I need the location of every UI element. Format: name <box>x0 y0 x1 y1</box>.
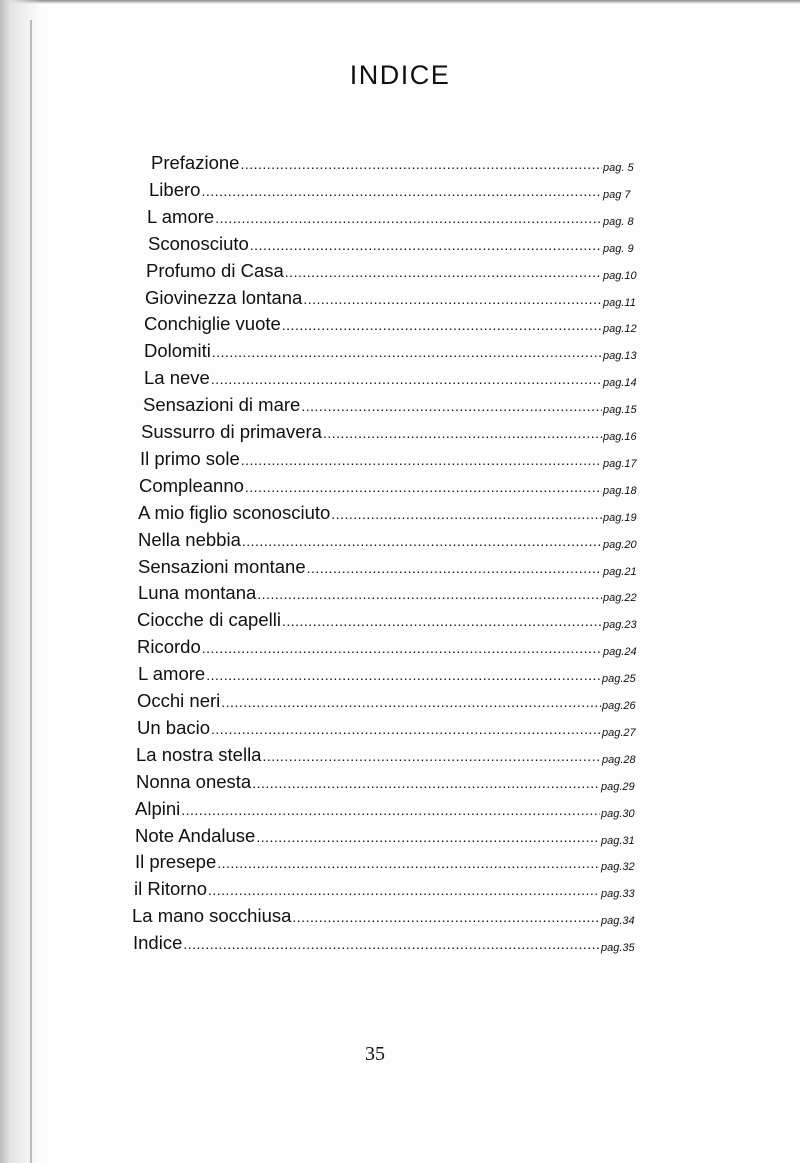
toc-entry-page: pag.26 <box>602 700 636 712</box>
toc-entry-page: pag.13 <box>603 350 637 363</box>
toc-entry <box>138 556 655 580</box>
toc-entry-label: L amore <box>147 205 215 227</box>
toc-entry-label: Ciocche di capelli <box>137 609 281 631</box>
toc-entry <box>140 448 655 472</box>
toc-entry <box>135 798 653 822</box>
dot-leader <box>303 291 602 307</box>
toc-entry-page: pag.10 <box>603 269 637 282</box>
toc-entry-label: Un bacio <box>137 716 211 738</box>
toc-entry <box>144 340 655 364</box>
dot-leader <box>242 533 602 549</box>
toc-entry <box>134 878 653 902</box>
toc-entry-page: pag.23 <box>603 619 637 632</box>
toc-entry <box>147 206 655 230</box>
dot-leader <box>206 667 601 683</box>
toc-entry-page: pag 7 <box>603 188 631 201</box>
toc-entry-label: Prefazione <box>151 152 240 173</box>
toc-entry-label: Sensazioni di mare <box>143 394 301 416</box>
toc-entry-label: Il primo sole <box>140 447 240 469</box>
toc-entry-page: pag.33 <box>601 888 635 901</box>
toc-entry-page: pag.25 <box>602 673 636 686</box>
toc-entry <box>138 502 655 526</box>
dot-leader <box>211 721 601 737</box>
toc-entry <box>141 421 655 445</box>
dot-leader <box>282 613 602 629</box>
toc-entry <box>138 663 654 687</box>
page-number: 35 <box>365 1043 385 1065</box>
index-title: INDICE <box>349 60 451 90</box>
toc-entry-label: La neve <box>144 367 210 389</box>
toc-entry <box>138 582 655 606</box>
toc-entry-page: pag.22 <box>603 592 637 605</box>
toc-entry-label: Nella nebbia <box>138 528 241 550</box>
toc-entry-label: La mano socchiusa <box>132 905 292 927</box>
dot-leader <box>202 640 602 656</box>
dot-leader <box>181 802 600 818</box>
dot-leader <box>240 156 602 172</box>
toc-entry-page: pag.32 <box>601 861 635 874</box>
dot-leader <box>211 371 602 387</box>
toc-entry-page: pag.31 <box>601 834 635 847</box>
dot-leader <box>256 829 600 845</box>
toc-entry <box>149 179 655 203</box>
dot-leader <box>307 560 602 576</box>
dot-leader <box>217 855 600 871</box>
toc-entry <box>148 233 655 257</box>
dot-leader <box>282 317 602 333</box>
toc-entry-label: A mio figlio sconosciuto <box>138 501 331 523</box>
dot-leader <box>252 775 600 791</box>
toc-entry <box>132 905 653 929</box>
toc-entry <box>137 609 655 633</box>
toc-entry <box>138 529 655 553</box>
dot-leader <box>208 882 600 898</box>
toc-entry-page: pag.20 <box>603 538 637 551</box>
toc-entry-page: pag.30 <box>601 807 635 820</box>
toc-entry <box>145 287 655 311</box>
dot-leader <box>241 452 602 468</box>
toc-entry-page: pag.12 <box>603 323 637 336</box>
toc-entry-label: Dolomiti <box>144 340 211 362</box>
toc-entry-page: pag.16 <box>603 431 637 443</box>
toc-entry-label: Occhi neri <box>137 690 221 711</box>
toc-entry-label: La nostra stella <box>136 743 262 765</box>
dot-leader <box>221 694 601 710</box>
dot-leader <box>285 264 602 280</box>
toc-entry-page: pag. 9 <box>603 242 634 255</box>
dot-leader <box>183 936 600 952</box>
dot-leader <box>301 398 602 414</box>
toc-entry-page: pag.14 <box>603 377 637 390</box>
toc-entry-label: Compleanno <box>139 474 244 496</box>
toc-entry-page: pag.24 <box>603 646 637 659</box>
toc-entry-page: pag.18 <box>603 484 637 497</box>
toc-entry <box>146 260 655 284</box>
dot-leader <box>215 210 602 226</box>
dot-leader <box>262 748 601 764</box>
toc-entry-label: Libero <box>149 178 201 200</box>
toc-entry-label: Conchiglie vuote <box>144 313 281 335</box>
toc-entry <box>137 690 654 714</box>
dot-leader <box>331 506 602 522</box>
toc-entry-page: pag.21 <box>603 565 637 578</box>
toc-entry-label: Sensazioni montane <box>138 555 306 577</box>
toc-entry-page: pag.17 <box>603 457 637 470</box>
toc-entry-label: Profumo di Casa <box>146 259 284 281</box>
dot-leader <box>245 479 602 495</box>
toc-entry <box>143 394 655 418</box>
toc-entry <box>139 475 655 499</box>
dot-leader <box>212 344 602 360</box>
toc-entry-page: pag.35 <box>601 942 635 955</box>
dot-leader <box>250 237 602 253</box>
toc-entry <box>136 744 654 768</box>
toc-entry-label: Alpini <box>135 797 181 819</box>
toc-entry-label: Il presepe <box>135 851 217 873</box>
toc-entry <box>144 313 655 337</box>
toc-entry-label: Luna montana <box>138 582 257 604</box>
toc-entry <box>135 825 653 849</box>
toc-entry-label: Indice <box>133 932 183 954</box>
toc-entry-label: Ricordo <box>137 636 201 658</box>
toc-entry-label: Sussurro di primavera <box>141 421 322 442</box>
toc-entry <box>137 636 655 660</box>
toc-entry-label: L amore <box>138 663 206 685</box>
dot-leader <box>292 909 600 925</box>
toc-entry <box>137 717 654 741</box>
toc-entry <box>135 851 653 875</box>
toc-entry-label: Note Andaluse <box>135 824 256 846</box>
dot-leader <box>323 425 602 441</box>
toc-entry <box>136 771 653 795</box>
toc-entry-label: Nonna onesta <box>136 770 252 792</box>
toc-entry-page: pag.29 <box>601 780 635 793</box>
toc-entry-label: Giovinezza lontana <box>145 286 303 308</box>
dot-leader <box>201 183 602 199</box>
toc-entry-page: pag.34 <box>601 915 635 928</box>
toc-entry-page: pag. 8 <box>603 215 634 228</box>
toc-entry <box>144 367 655 391</box>
toc-entry <box>133 932 653 956</box>
toc-entry-page: pag.11 <box>603 296 636 309</box>
toc-entry-page: pag.15 <box>603 404 637 417</box>
dot-leader <box>257 586 602 602</box>
toc-entry-page: pag.28 <box>602 753 636 766</box>
toc-entry-page: pag. 5 <box>603 162 634 174</box>
toc-entry-page: pag.19 <box>603 511 637 524</box>
toc-entry <box>151 152 655 176</box>
toc-entry-label: Sconosciuto <box>148 232 249 254</box>
toc-entry-page: pag.27 <box>602 726 636 739</box>
toc-entry-label: il Ritorno <box>134 878 207 900</box>
